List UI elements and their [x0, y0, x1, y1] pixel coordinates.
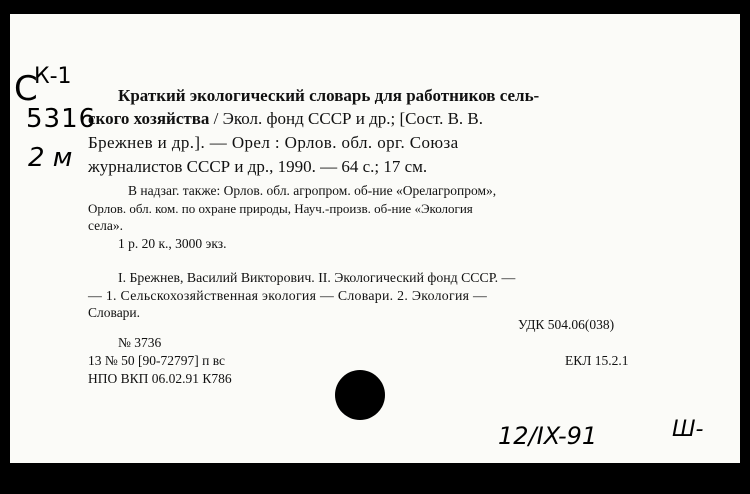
note-line-2: Орлов. обл. ком. по охране природы, Науч.-произв. об-ние «Экология — [88, 201, 473, 216]
title-line-1: Краткий экологический словарь для работников сель- — [118, 86, 540, 105]
catalog-card — [10, 14, 740, 463]
shelf-code-letter: С — [14, 69, 38, 109]
punch-hole — [335, 370, 385, 420]
tracing-line-2: — 1. Сельскохозяйственная экология — Словари. 2. Экология — — [88, 288, 488, 303]
ekl-code: ЕКЛ 15.2.1 — [565, 353, 629, 368]
handwritten-shelf-code-number: 5316 — [26, 104, 97, 134]
note-line-1: В надзаг. также: Орлов. обл. агропром. об-ние «Орелагропром», — [128, 183, 497, 198]
title-line-2: ского хозяйства / Экол. фонд СССР и др.; [Сост. В. В. — [88, 109, 484, 128]
note-line-3: села». — [88, 218, 124, 233]
series-line: 13 № 50 [90-72797] п вс — [88, 353, 226, 368]
handwritten-date: 12/IX-91 — [498, 422, 598, 450]
record-number: № 3736 — [118, 335, 162, 350]
handwritten-corner-mark: Ш- — [672, 417, 704, 442]
publisher-line: НПО ВКП 06.02.91 К786 — [88, 371, 232, 386]
tracing-line-3: Словари. — [88, 305, 141, 320]
price-line: 1 р. 20 к., 3000 экз. — [118, 236, 227, 251]
title-line-3: Брежнев и др.]. — Орел : Орлов. обл. орг. Союза — [88, 133, 459, 152]
handwritten-shelf-code-copies: 2 м — [28, 143, 73, 173]
title-line-4: журналистов СССР и др., 1990. — 64 с.; 17 см. — [88, 157, 428, 176]
tracing-line-1: I. Брежнев, Василий Викторович. II. Экологический фонд СССР. — — [118, 270, 516, 285]
handwritten-shelf-code-sup: К-1 — [34, 64, 72, 89]
udk-code: УДК 504.06(038) — [518, 317, 615, 332]
